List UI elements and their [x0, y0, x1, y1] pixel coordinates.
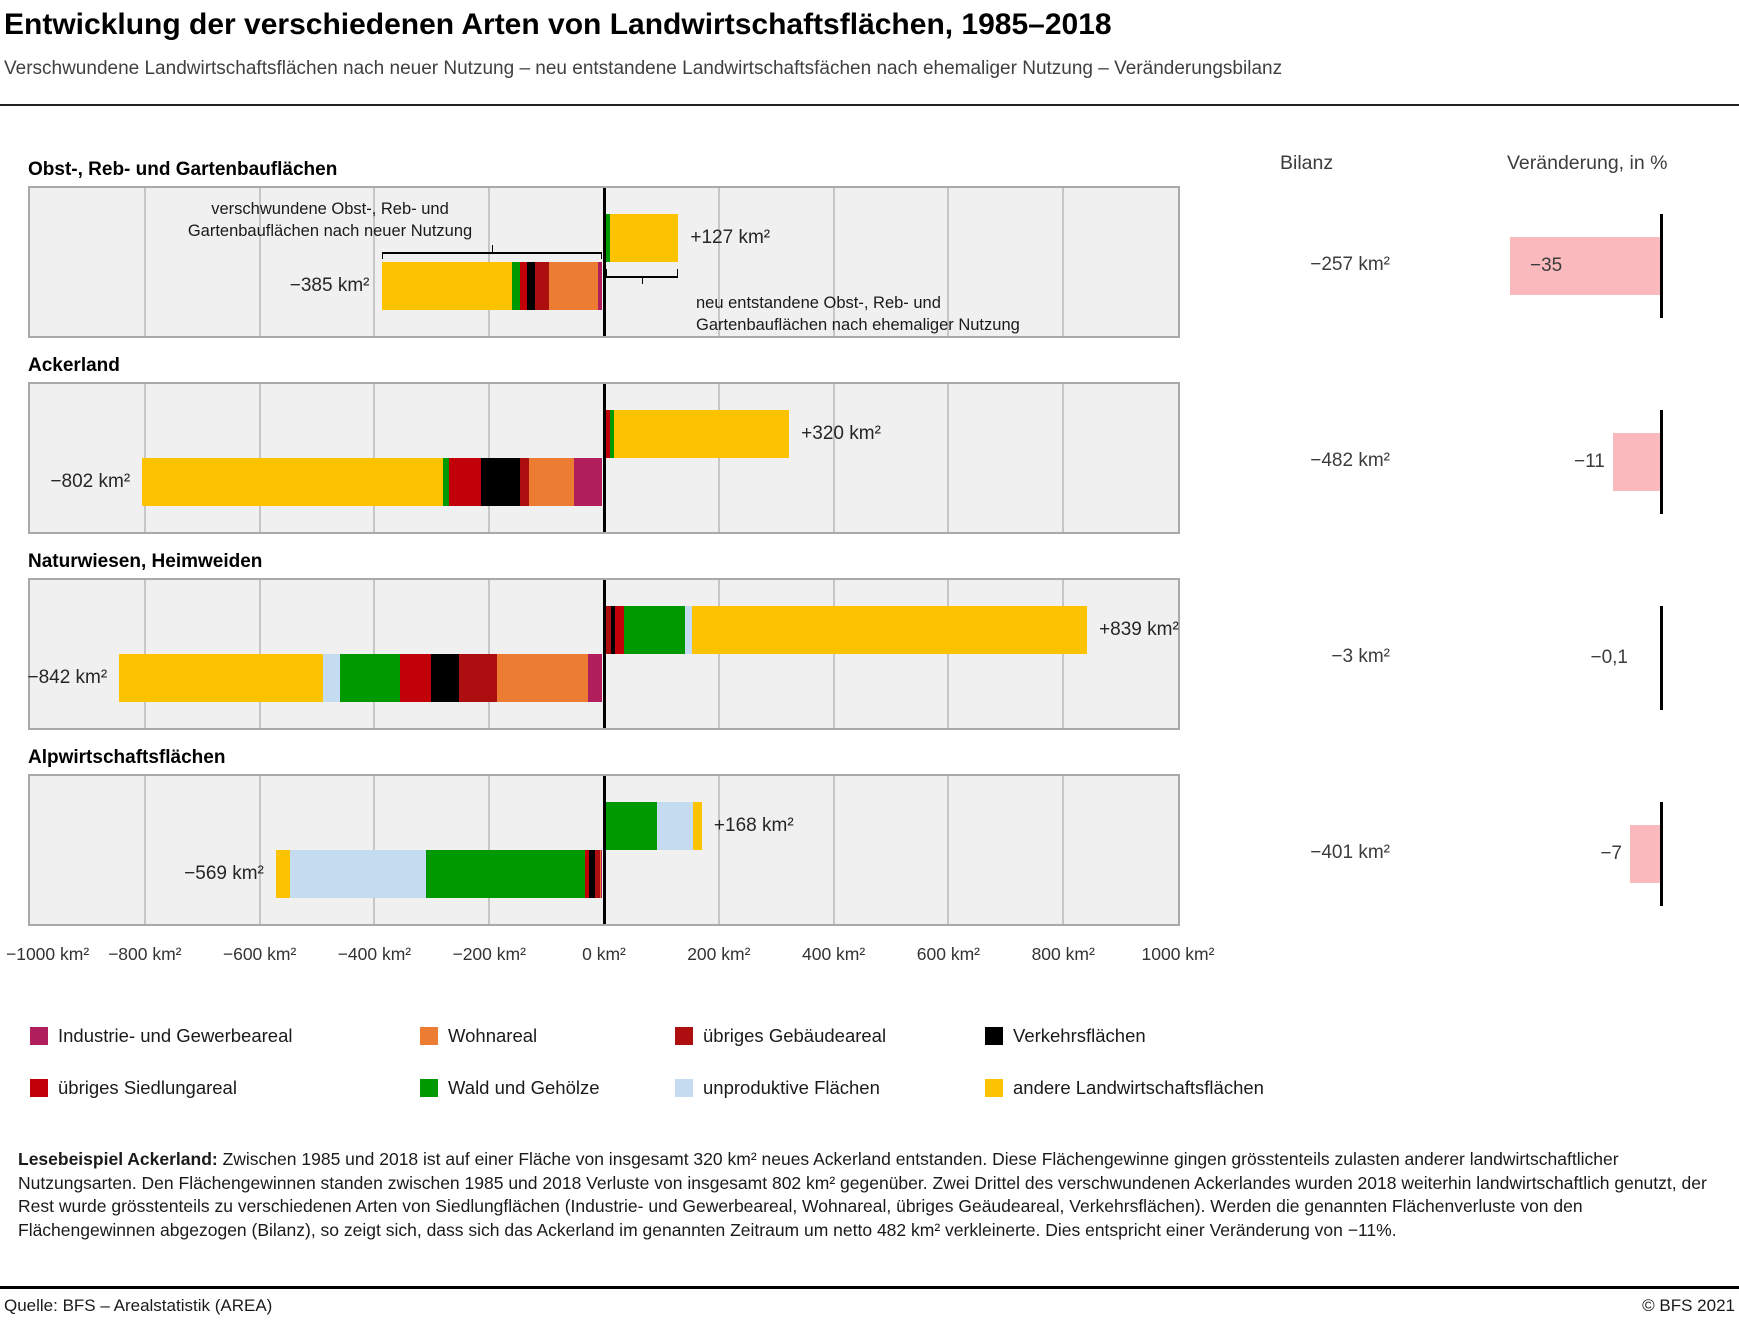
legend-item-wohnareal: [420, 1024, 537, 1048]
legend-swatch-wald: [420, 1079, 438, 1097]
legend-swatch-wohnareal: [420, 1027, 438, 1045]
gain-value-label: +839 km²: [1099, 619, 1179, 640]
change-value-label: −11: [1574, 451, 1605, 472]
gridline: [1062, 384, 1064, 532]
gridline: [833, 776, 835, 924]
change-value-label: −7: [1600, 843, 1622, 864]
gridline: [1062, 188, 1064, 336]
panel-1: [28, 382, 1180, 534]
segment-verkehr: [527, 262, 536, 310]
brace-tick: [606, 269, 608, 276]
gain-value-label: +168 km²: [713, 815, 794, 836]
zero-axis-line: [603, 188, 606, 336]
gridline: [947, 384, 949, 532]
gridline: [718, 776, 720, 924]
axis-tick-label: 1000 km²: [1141, 944, 1215, 964]
segment-wald: [443, 458, 449, 506]
zero-axis-line: [603, 776, 606, 924]
brace-tick: [492, 245, 494, 253]
change-value-label: −0,1: [1590, 647, 1628, 668]
legend-swatch-industrie: [30, 1027, 48, 1045]
segment-industrie: [574, 458, 603, 506]
legend-label: übriges Siedlungareal: [58, 1077, 237, 1098]
segment-gebaeude: [520, 458, 529, 506]
axis-tick-label: 0 km²: [582, 944, 626, 964]
legend-item-wald: [420, 1076, 600, 1100]
legend-item-siedlung: [30, 1076, 237, 1100]
reading-example: [18, 1148, 1724, 1242]
legend-label: Industrie- und Gewerbeareal: [58, 1025, 293, 1046]
legend-item-andere: [985, 1076, 1264, 1100]
change-axis-line: [1660, 410, 1663, 514]
legend-item-gebaeude: [675, 1024, 886, 1048]
axis-tick-label: −600 km²: [222, 944, 297, 964]
change-axis-line: [1660, 802, 1663, 906]
bilanz-value: −257 km²: [1310, 254, 1390, 275]
legend-swatch-unproduktiv: [675, 1079, 693, 1097]
page-title: Entwicklung der verschiedenen Arten von Landwirtschaftsflächen, 1985–2018: [4, 8, 1112, 41]
segment-wald: [624, 606, 684, 654]
loss-value-label: −802 km²: [50, 471, 131, 492]
section-title-3: Alpwirtschaftsflächen: [28, 747, 226, 768]
gridline: [833, 580, 835, 728]
gridline: [1062, 580, 1064, 728]
axis-tick-label: −200 km²: [452, 944, 526, 964]
axis-tick-label: 400 km²: [801, 944, 866, 964]
legend-swatch-siedlung: [30, 1079, 48, 1097]
axis-tick-label: 600 km²: [916, 944, 980, 964]
segment-andere: [142, 458, 443, 506]
legend-swatch-gebaeude: [675, 1027, 693, 1045]
gain-annotation-line: neu entstandene Obst-, Reb- und: [696, 294, 941, 312]
axis-tick-label: −800 km²: [108, 944, 182, 964]
segment-siedlung: [449, 458, 481, 506]
axis-tick-label: 200 km²: [687, 944, 751, 964]
panel-3: [28, 774, 1180, 926]
segment-wald: [606, 802, 658, 850]
segment-unproduktiv: [685, 606, 692, 654]
reading-example-text: Zwischen 1985 und 2018 ist auf einer Fläche von insgesamt 320 km² neues Ackerland entstanden. Diese Flächengewinne gingen grösstenteils zulasten anderer landwirtschaftlicher Nutzungsarten. Den Flächengewinnen standen zwischen 1985 und 2018 Verluste von insgesamt 802 km² gegenüber. Zwei Drittel des verschwundenen Ackerlandes wurden 2018 weiterhin landwirtschaftlich genutzt, der Rest wurde grösstenteils zu verschiedenen Arten von Siedlungflächen (Industrie- und Gewerbeareal, Wohnareal, übriges Geäudeareal, Verkehrsflächen). Werden die genannten Flächenverluste von den Flächengewinnen abgezogen (Bilanz), so zeigt sich, dass sich das Ackerland im genannten Zeitraum um netto 482 km² verkleinerte. Dies entspricht einer Veränderung von −11%.: [18, 1149, 1707, 1240]
gain-brace: [606, 269, 679, 283]
zero-axis-line: [603, 384, 606, 532]
change-bar: [1630, 825, 1660, 883]
loss-value-label: −569 km²: [184, 863, 264, 884]
brace-tick: [642, 276, 644, 284]
section-title-0: Obst-, Reb- und Gartenbauflächen: [28, 159, 338, 180]
zero-axis-line: [603, 580, 606, 728]
segment-unproduktiv: [323, 654, 340, 702]
segment-andere: [382, 262, 512, 310]
change-value-label: −35: [1530, 255, 1563, 276]
brace-tick: [677, 269, 679, 276]
gridline: [718, 384, 720, 532]
change-bar: [1613, 433, 1660, 491]
loss-brace: [382, 245, 603, 259]
segment-siedlung: [585, 850, 590, 898]
loss-value-label: −385 km²: [289, 275, 370, 296]
segment-gebaeude: [535, 262, 548, 310]
gridline: [1062, 776, 1064, 924]
segment-verkehr: [481, 458, 520, 506]
loss-annotation: [150, 198, 510, 242]
brace-tick: [601, 252, 603, 259]
segment-siedlung: [400, 654, 430, 702]
section-title-2: Naturwiesen, Heimweiden: [28, 551, 263, 572]
legend-label: Verkehrsflächen: [1013, 1025, 1146, 1046]
change-column-header: Veränderung, in %: [1507, 152, 1668, 174]
legend-item-verkehr: [985, 1024, 1146, 1048]
brace-tick: [382, 252, 384, 259]
segment-gebaeude: [459, 654, 497, 702]
footer: [0, 1296, 1739, 1316]
segment-unproduktiv: [657, 802, 693, 850]
gridline: [144, 188, 146, 336]
segment-verkehr: [431, 654, 459, 702]
source-note: Quelle: BFS – Arealstatistik (AREA): [4, 1296, 273, 1315]
bilanz-value: −3 km²: [1331, 646, 1390, 667]
copyright-note: © BFS 2021: [1642, 1296, 1735, 1315]
segment-andere: [276, 850, 290, 898]
change-axis-line: [1660, 214, 1663, 318]
page-subtitle: Verschwundene Landwirtschaftsflächen nach neuer Nutzung – neu entstandene Landwirtschaftsfächen nach ehemaliger Nutzung – Veränderungsbilanz: [4, 58, 1283, 79]
gain-value-label: +127 km²: [690, 227, 771, 248]
bilanz-value: −401 km²: [1310, 842, 1390, 863]
legend-label: übriges Gebäudeareal: [703, 1025, 887, 1046]
segment-andere: [614, 410, 789, 458]
header-divider: [0, 104, 1739, 106]
legend-swatch-verkehr: [985, 1027, 1003, 1045]
segment-wohnareal: [497, 654, 587, 702]
gridline: [947, 776, 949, 924]
change-axis-line: [1660, 606, 1663, 710]
segment-wohnareal: [549, 262, 598, 310]
panel-0: [28, 186, 1180, 338]
segment-andere: [692, 606, 1087, 654]
axis-tick-label: 800 km²: [1031, 944, 1095, 964]
bilanz-column-header: Bilanz: [1280, 152, 1334, 174]
footer-divider: [0, 1286, 1739, 1289]
bilanz-value: −482 km²: [1310, 450, 1390, 471]
section-title-1: Ackerland: [28, 355, 120, 376]
gain-annotation-line: Gartenbauflächen nach ehemaliger Nutzung: [696, 316, 1020, 334]
loss-annotation-line: Gartenbauflächen nach neuer Nutzung: [187, 222, 473, 240]
segment-andere: [119, 654, 323, 702]
gridline: [947, 580, 949, 728]
panel-2: [28, 578, 1180, 730]
loss-annotation-line: verschwundene Obst-, Reb- und: [211, 200, 449, 218]
legend-item-industrie: [30, 1024, 292, 1048]
segment-andere: [693, 802, 702, 850]
segment-wald: [426, 850, 585, 898]
axis-tick-label: −1000 km²: [6, 944, 90, 964]
segment-unproduktiv: [290, 850, 426, 898]
segment-andere: [610, 214, 678, 262]
segment-gebaeude: [595, 850, 600, 898]
legend-swatch-andere: [985, 1079, 1003, 1097]
segment-industrie: [598, 262, 603, 310]
legend-label: Wohnareal: [448, 1025, 538, 1046]
segment-siedlung: [520, 262, 527, 310]
segment-wald: [512, 262, 520, 310]
segment-wohnareal: [600, 850, 602, 898]
segment-verkehr: [589, 850, 595, 898]
legend-label: Wald und Gehölze: [448, 1077, 600, 1098]
gridline: [718, 580, 720, 728]
segment-industrie: [588, 654, 603, 702]
reading-example-lead: Lesebeispiel Ackerland:: [18, 1149, 218, 1169]
loss-value-label: −842 km²: [27, 667, 108, 688]
segment-industrie: [601, 850, 602, 898]
legend-label: andere Landwirtschaftsflächen: [1013, 1077, 1264, 1098]
legend-label: unproduktive Flächen: [703, 1077, 880, 1098]
segment-wald: [340, 654, 400, 702]
gain-value-label: +320 km²: [801, 423, 881, 444]
segment-wohnareal: [529, 458, 574, 506]
legend-item-unproduktiv: [675, 1076, 880, 1100]
axis-tick-label: −400 km²: [337, 944, 412, 964]
gain-annotation: [696, 292, 1020, 336]
gridline: [833, 384, 835, 532]
segment-siedlung: [615, 606, 625, 654]
